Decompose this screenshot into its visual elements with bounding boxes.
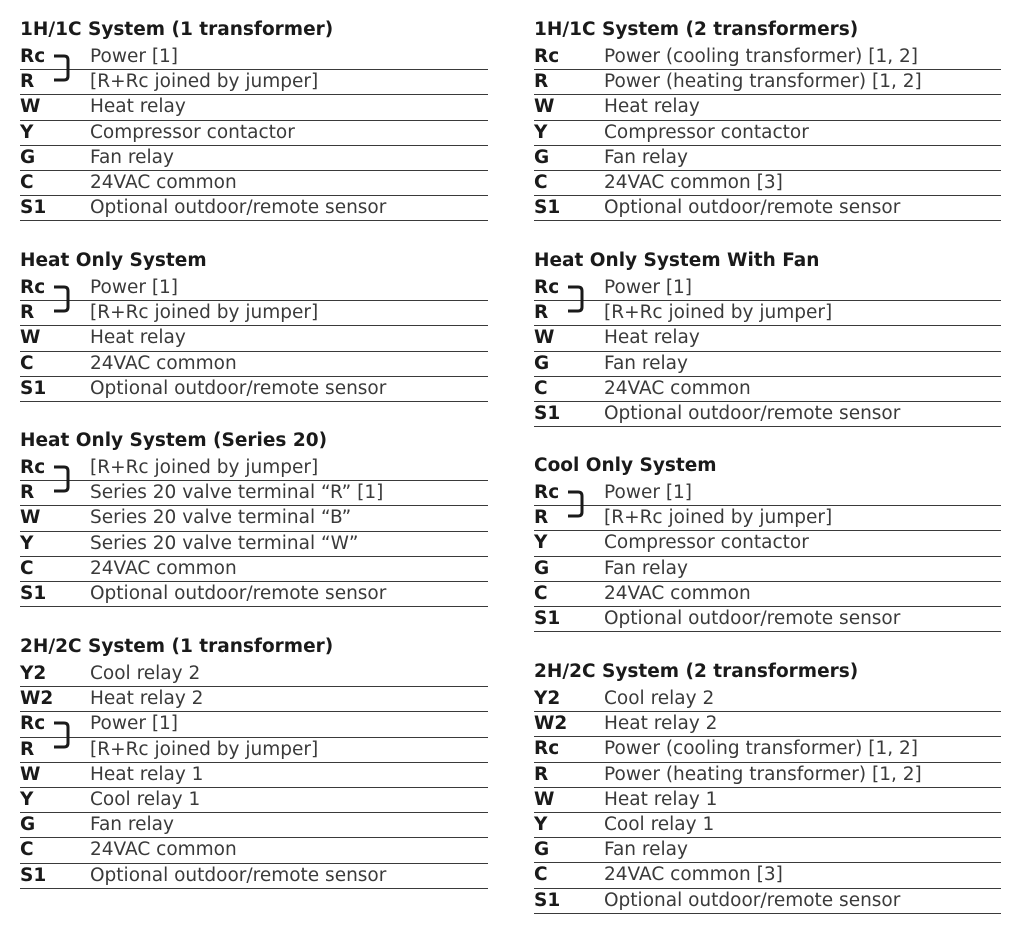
terminal-list xyxy=(534,481,1001,632)
terminal-label: W xyxy=(534,788,555,810)
terminal-label: Y xyxy=(534,813,548,835)
terminal-label: S1 xyxy=(534,889,561,911)
terminal-row xyxy=(534,737,1001,762)
terminal-row xyxy=(534,687,1001,712)
terminal-description: Fan relay xyxy=(604,146,688,168)
terminal-row xyxy=(20,813,488,838)
terminal-row xyxy=(20,456,488,481)
terminal-label: R xyxy=(20,71,35,93)
terminal-label: W xyxy=(20,96,41,118)
terminal-description: 24VAC common xyxy=(90,171,237,193)
terminal-row xyxy=(534,607,1001,632)
terminal-description: Optional outdoor/remote sensor xyxy=(90,197,387,219)
terminal-row xyxy=(20,662,488,687)
terminal-row xyxy=(20,532,488,557)
terminal-label: Y xyxy=(20,532,34,554)
terminal-row xyxy=(20,738,488,763)
terminal-row xyxy=(534,70,1001,95)
terminal-row xyxy=(534,863,1001,888)
terminal-row xyxy=(20,171,488,196)
terminal-label: G xyxy=(534,146,550,168)
terminal-label: S1 xyxy=(20,864,47,886)
section-title: Heat Only System (Series 20) xyxy=(20,430,328,451)
terminal-row xyxy=(534,763,1001,788)
section-title: Heat Only System xyxy=(20,250,207,271)
terminal-label: G xyxy=(534,839,550,861)
terminal-row xyxy=(20,377,488,402)
terminal-description: Heat relay 2 xyxy=(604,713,718,735)
terminal-row xyxy=(534,171,1001,196)
terminal-label: S1 xyxy=(534,197,561,219)
terminal-description: Fan relay xyxy=(604,839,688,861)
terminal-row xyxy=(534,889,1001,914)
terminal-row xyxy=(20,352,488,377)
terminal-description: Series 20 valve terminal “B” xyxy=(90,507,352,529)
terminal-row xyxy=(534,352,1001,377)
terminal-list xyxy=(20,45,488,221)
section-title: Cool Only System xyxy=(534,455,717,476)
terminal-row xyxy=(20,864,488,889)
terminal-description: Fan relay xyxy=(604,352,688,374)
terminal-label: R xyxy=(20,302,35,324)
terminal-row xyxy=(20,196,488,221)
terminal-label: R xyxy=(534,507,549,529)
terminal-row xyxy=(20,276,488,301)
section-title: 2H/2C System (2 transformers) xyxy=(534,661,859,682)
terminal-row xyxy=(534,146,1001,171)
terminal-label: W2 xyxy=(534,713,568,735)
terminal-description: Power (cooling transformer) [1, 2] xyxy=(604,738,918,760)
terminal-list xyxy=(534,45,1001,221)
terminal-row xyxy=(20,95,488,120)
terminal-label: Rc xyxy=(534,46,560,67)
terminal-description: Compressor contactor xyxy=(90,121,295,143)
terminal-label: G xyxy=(534,352,550,374)
terminal-label: C xyxy=(534,171,548,193)
terminal-description: Heat relay 2 xyxy=(90,688,204,710)
terminal-label: W xyxy=(534,327,555,349)
terminal-label: Rc xyxy=(20,277,46,298)
terminal-label: R xyxy=(20,482,35,504)
terminal-row xyxy=(534,45,1001,70)
terminal-description: Heat relay xyxy=(90,96,186,118)
terminal-label: R xyxy=(534,763,549,785)
section-title: Heat Only System With Fan xyxy=(534,250,820,271)
terminal-label: R xyxy=(20,738,35,760)
terminal-list xyxy=(20,662,488,889)
terminal-row xyxy=(20,763,488,788)
terminal-row xyxy=(20,687,488,712)
terminal-label: W xyxy=(20,763,41,785)
terminal-description: Power [1] xyxy=(90,46,179,67)
terminal-label: G xyxy=(20,146,36,168)
terminal-row xyxy=(534,402,1001,427)
terminal-description: Power [1] xyxy=(604,482,693,503)
terminal-label: S1 xyxy=(20,197,47,219)
terminal-description: [R+Rc joined by jumper] xyxy=(90,738,319,760)
terminal-description: Heat relay xyxy=(604,96,700,118)
terminal-list xyxy=(534,276,1001,427)
terminal-row xyxy=(534,121,1001,146)
terminal-description: Fan relay xyxy=(90,814,174,836)
terminal-description: Power [1] xyxy=(90,713,179,735)
terminal-row xyxy=(534,712,1001,737)
terminal-description: Optional outdoor/remote sensor xyxy=(604,197,901,219)
terminal-description: 24VAC common [3] xyxy=(604,864,783,886)
terminal-row xyxy=(534,582,1001,607)
terminal-label: C xyxy=(534,864,548,886)
terminal-label: W xyxy=(20,507,41,529)
terminal-description: Power (heating transformer) [1, 2] xyxy=(604,71,922,93)
terminal-description: [R+Rc joined by jumper] xyxy=(90,302,319,324)
terminal-label: W xyxy=(20,327,41,349)
terminal-row xyxy=(20,506,488,531)
terminal-label: G xyxy=(20,814,36,836)
terminal-list xyxy=(20,276,488,402)
terminal-description: Fan relay xyxy=(604,557,688,579)
section-title: 1H/1C System (2 transformers) xyxy=(534,19,859,40)
terminal-description: Compressor contactor xyxy=(604,532,809,554)
terminal-row xyxy=(20,121,488,146)
terminal-description: Heat relay 1 xyxy=(90,763,204,785)
terminal-description: 24VAC common xyxy=(90,839,237,861)
terminal-row xyxy=(20,712,488,737)
terminal-label: Rc xyxy=(534,482,560,503)
terminal-row xyxy=(20,301,488,326)
terminal-row xyxy=(534,301,1001,326)
terminal-row xyxy=(20,557,488,582)
terminal-description: Power [1] xyxy=(90,277,179,298)
terminal-description: 24VAC common [3] xyxy=(604,171,783,193)
terminal-label: S1 xyxy=(534,402,561,424)
terminal-label: Rc xyxy=(20,46,46,67)
terminal-description: 24VAC common xyxy=(604,582,751,604)
terminal-description: Series 20 valve terminal “R” [1] xyxy=(90,482,384,504)
terminal-label: R xyxy=(534,71,549,93)
terminal-description: Compressor contactor xyxy=(604,121,809,143)
terminal-row xyxy=(20,146,488,171)
terminal-row xyxy=(534,557,1001,582)
terminal-row xyxy=(534,276,1001,301)
terminal-description: Heat relay xyxy=(90,327,186,349)
terminal-row xyxy=(534,506,1001,531)
terminal-row xyxy=(20,788,488,813)
terminal-row xyxy=(20,838,488,863)
terminal-label: Rc xyxy=(534,738,560,760)
terminal-label: Rc xyxy=(20,713,46,735)
terminal-label: Rc xyxy=(534,277,560,298)
terminal-description: [R+Rc joined by jumper] xyxy=(90,71,319,93)
terminal-description: Power [1] xyxy=(604,277,693,298)
terminal-row xyxy=(534,95,1001,120)
terminal-row xyxy=(534,838,1001,863)
terminal-row xyxy=(534,196,1001,221)
terminal-label: Y xyxy=(20,121,34,143)
terminal-label: Y xyxy=(534,121,548,143)
terminal-description: [R+Rc joined by jumper] xyxy=(90,457,319,478)
terminal-label: Y2 xyxy=(534,688,561,709)
terminal-description: Optional outdoor/remote sensor xyxy=(604,402,901,424)
terminal-description: Optional outdoor/remote sensor xyxy=(90,377,387,399)
terminal-label: G xyxy=(534,557,550,579)
terminal-row xyxy=(20,70,488,95)
terminal-description: Optional outdoor/remote sensor xyxy=(90,582,387,604)
terminal-label: Y2 xyxy=(20,663,47,684)
terminal-row xyxy=(534,813,1001,838)
terminal-label: W xyxy=(534,96,555,118)
terminal-description: 24VAC common xyxy=(90,352,237,374)
section-title: 2H/2C System (1 transformer) xyxy=(20,636,334,657)
terminal-label: S1 xyxy=(20,377,47,399)
terminal-description: 24VAC common xyxy=(90,557,237,579)
terminal-label: S1 xyxy=(534,607,561,629)
terminal-description: Heat relay xyxy=(604,327,700,349)
terminal-list xyxy=(20,456,488,607)
terminal-description: Cool relay 2 xyxy=(90,663,201,684)
terminal-label: C xyxy=(534,377,548,399)
terminal-description: Power (cooling transformer) [1, 2] xyxy=(604,46,918,67)
section-title: 1H/1C System (1 transformer) xyxy=(20,19,334,40)
terminal-label: Y xyxy=(534,532,548,554)
terminal-list xyxy=(534,687,1001,914)
terminal-row xyxy=(534,531,1001,556)
terminal-row xyxy=(534,326,1001,351)
terminal-description: 24VAC common xyxy=(604,377,751,399)
terminal-row xyxy=(20,582,488,607)
terminal-row xyxy=(534,788,1001,813)
terminal-description: Cool relay 2 xyxy=(604,688,715,709)
terminal-label: C xyxy=(20,171,34,193)
terminal-label: W2 xyxy=(20,688,54,710)
terminal-description: Optional outdoor/remote sensor xyxy=(90,864,387,886)
terminal-description: Cool relay 1 xyxy=(604,813,715,835)
terminal-label: Y xyxy=(20,788,34,810)
terminal-row xyxy=(20,45,488,70)
terminal-description: Fan relay xyxy=(90,146,174,168)
terminal-description: Cool relay 1 xyxy=(90,788,201,810)
terminal-description: Optional outdoor/remote sensor xyxy=(604,607,901,629)
terminal-description: Optional outdoor/remote sensor xyxy=(604,889,901,911)
terminal-row xyxy=(534,377,1001,402)
terminal-label: C xyxy=(20,352,34,374)
terminal-description: Heat relay 1 xyxy=(604,788,718,810)
terminal-label: C xyxy=(534,582,548,604)
terminal-description: Series 20 valve terminal “W” xyxy=(90,532,359,554)
terminal-label: S1 xyxy=(20,582,47,604)
terminal-label: C xyxy=(20,557,34,579)
terminal-label: R xyxy=(534,302,549,324)
terminal-row xyxy=(20,481,488,506)
terminal-description: [R+Rc joined by jumper] xyxy=(604,507,833,529)
terminal-description: Power (heating transformer) [1, 2] xyxy=(604,763,922,785)
terminal-label: C xyxy=(20,839,34,861)
terminal-description: [R+Rc joined by jumper] xyxy=(604,302,833,324)
terminal-row xyxy=(534,481,1001,506)
terminal-row xyxy=(20,326,488,351)
terminal-label: Rc xyxy=(20,457,46,478)
